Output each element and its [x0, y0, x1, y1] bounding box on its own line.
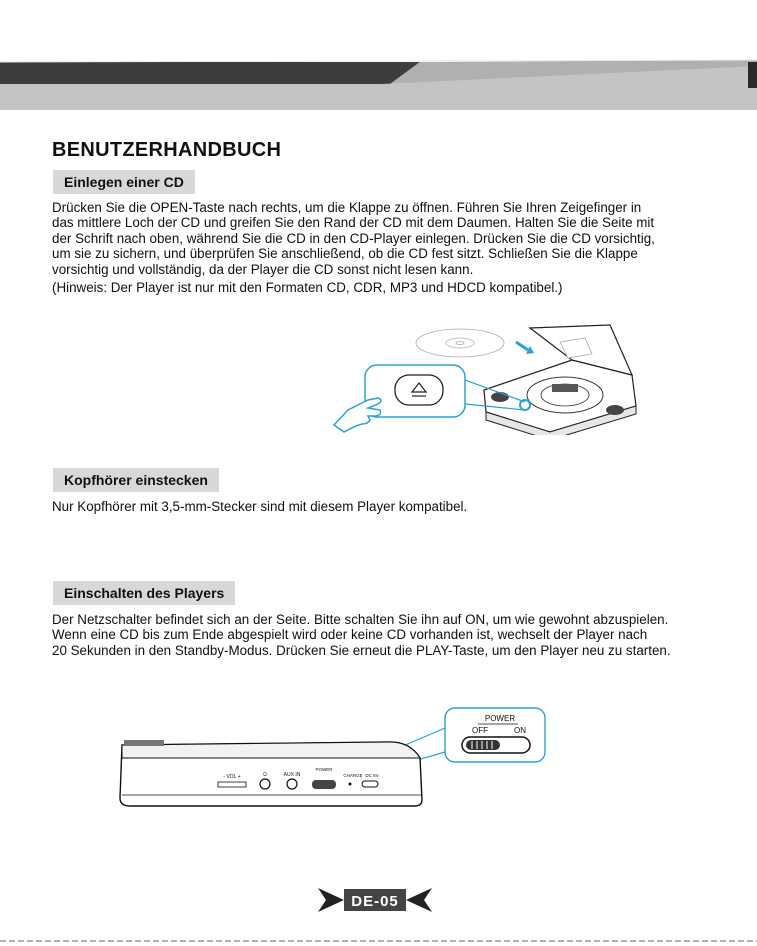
- text-line: das mittlere Loch der CD und greifen Sie den Rand der CD mit dem Daumen. Halten Sie die Seite mit: [52, 215, 655, 231]
- text-line: vorsichtig und vollständig, da der Player die CD sonst nicht lesen kann.: [52, 261, 474, 277]
- text-line: Drücken Sie die OPEN-Taste nach rechts, um die Klappe zu öffnen. Führen Sie Ihren Zeigefinger in: [52, 200, 642, 215]
- insert-arrow-icon: [516, 342, 534, 354]
- callout-on-label: ON: [514, 726, 526, 735]
- text-line: der Schrift nach oben, während Sie die CD in den CD-Player einlegen. Drücken Sie die CD vorsichtig,: [52, 230, 655, 246]
- section-heading-power-on: Einschalten des Players: [53, 581, 235, 605]
- callout-power-label: POWER: [484, 714, 516, 723]
- panel-aux-label: AUX IN: [283, 772, 301, 778]
- page-title: BENUTZERHANDBUCH: [52, 139, 282, 161]
- cd-disc-icon: [416, 329, 504, 357]
- panel-power-label: POWER: [315, 767, 333, 772]
- section-heading-insert-cd: Einlegen einer CD: [53, 170, 195, 194]
- text-line: Der Netzschalter befindet sich an der Seite. Bitte schalten Sie ihn auf ON, um wie gewohnt abzuspielen.: [52, 612, 669, 627]
- headphones-paragraph: [52, 499, 722, 514]
- text-line: Nur Kopfhörer mit 3,5-mm-Stecker sind mit diesem Player kompatibel.: [52, 499, 468, 514]
- insert-cd-paragraph: [52, 200, 722, 277]
- cd-insert-illustration: [320, 320, 650, 435]
- cd-player-icon: [484, 325, 636, 435]
- page-number: DE-05: [351, 893, 399, 910]
- panel-dc-label: DC 5V: [365, 773, 379, 778]
- power-toggle-icon: [462, 737, 530, 753]
- text-line: Wenn eine CD bis zum Ende abgespielt wird oder keine CD vorhanden ist, wechselt der Player nach: [52, 627, 648, 643]
- hand-icon: [334, 398, 381, 432]
- text-line: um sie zu sichern, und überprüfen Sie anschließend, ob die CD fest sitzt. Schließen Sie die Klappe: [52, 246, 638, 262]
- callout-off-label: OFF: [472, 726, 488, 735]
- text-line: 20 Sekunden in den Standby-Modus. Drücken Sie erneut die PLAY-Taste, um den Player neu zu starten.: [52, 642, 671, 658]
- power-on-paragraph: [52, 612, 722, 658]
- power-switch-illustration: [110, 700, 550, 815]
- panel-charge-label: CHARGE: [343, 773, 363, 778]
- panel-headphone-label: Ω: [263, 772, 267, 778]
- player-side-view: [120, 740, 422, 806]
- header-band: [0, 0, 757, 110]
- compatibility-note: (Hinweis: Der Player ist nur mit den Formaten CD, CDR, MP3 und HDCD kompatibel.): [52, 280, 563, 295]
- page-number-badge: [318, 888, 432, 912]
- panel-volume-label: - VOL +: [223, 774, 241, 780]
- section-heading-headphones: Kopfhörer einstecken: [53, 468, 219, 492]
- footer-band: [0, 880, 757, 946]
